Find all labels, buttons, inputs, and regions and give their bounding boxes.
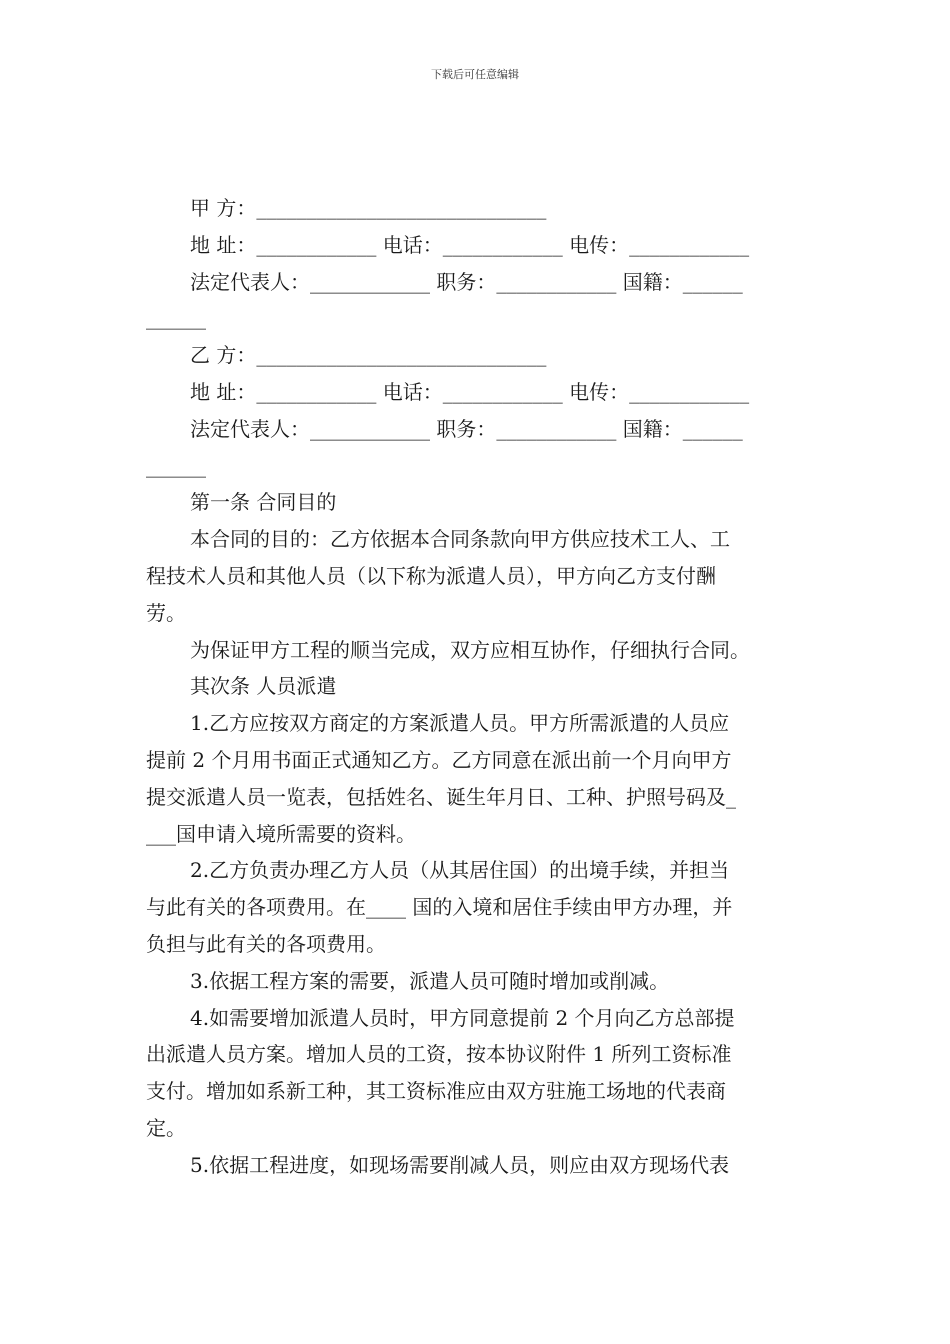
article1-p1-line: 劳。 bbox=[146, 600, 186, 625]
contract-body bbox=[146, 190, 808, 1184]
party-a-rep-line: 法定代表人：____________ 职务：____________ 国籍：______ bbox=[190, 269, 743, 294]
party-a-name-line: 甲 方：_____________________________ bbox=[190, 196, 547, 220]
article2-item1-line: 提前 2 个月用书面正式通知乙方。乙方同意在派出前一个月向甲方 bbox=[146, 747, 732, 772]
article2-item4-line: 出派遣人员方案。增加人员的工资，按本协议附件 1 所列工资标准 bbox=[146, 1042, 732, 1067]
page-header-note: 下载后可任意编辑 bbox=[431, 68, 519, 81]
article2-item4-line: 4.如需要增加派遣人员时，甲方同意提前 2 个月向乙方总部提 bbox=[190, 1005, 735, 1030]
article2-item3: 3.依据工程方案的需要，派遣人员可随时增加或削减。 bbox=[190, 968, 670, 993]
party-a-rep-line-cont: ______ bbox=[146, 306, 206, 331]
article2-item2-line: 与此有关的各项费用。在____ 国的入境和居住手续由甲方办理，并 bbox=[146, 895, 733, 920]
article2-item1-line: 提交派遣人员一览表，包括姓名、诞生年月日、工种、护照号码及_ bbox=[146, 784, 736, 809]
party-b-name-line: 乙 方：_____________________________ bbox=[190, 343, 547, 368]
article1-heading: 第一条 合同目的 bbox=[190, 490, 337, 515]
article2-item2-line: 负担与此有关的各项费用。 bbox=[146, 931, 386, 956]
article2-item5: 5.依据工程进度，如现场需要削减人员，则应由双方现场代表 bbox=[190, 1152, 730, 1177]
article2-item1-line: ___国申请入境所需要的资料。 bbox=[146, 821, 416, 846]
article2-item1-line: 1.乙方应按双方商定的方案派遣人员。甲方所需派遣的人员应 bbox=[190, 711, 730, 736]
party-b-contact-line: 地 址：____________ 电话：____________ 电传：____________ bbox=[190, 379, 750, 404]
article2-item4-line: 支付。增加如系新工种，其工资标准应由双方驻施工场地的代表商 bbox=[146, 1079, 726, 1104]
article2-item2-line: 2.乙方负责办理乙方人员（从其居住国）的出境手续，并担当 bbox=[190, 858, 730, 883]
party-b-rep-line: 法定代表人：____________ 职务：____________ 国籍：______ bbox=[190, 416, 743, 441]
party-a-contact-line: 地 址：____________ 电话：____________ 电传：____________ bbox=[190, 232, 750, 257]
article1-p1-line: 本合同的目的：乙方依据本合同条款向甲方供应技术工人、工 bbox=[190, 527, 730, 552]
article1-p2: 为保证甲方工程的顺当完成，双方应相互协作，仔细执行合同。 bbox=[190, 637, 750, 662]
article1-p1-line: 程技术人员和其他人员（以下称为派遣人员），甲方向乙方支付酬 bbox=[146, 563, 716, 588]
article2-item4-line: 定。 bbox=[146, 1115, 186, 1140]
article2-heading: 其次条 人员派遣 bbox=[190, 674, 337, 699]
party-b-rep-line-cont: ______ bbox=[146, 453, 206, 478]
